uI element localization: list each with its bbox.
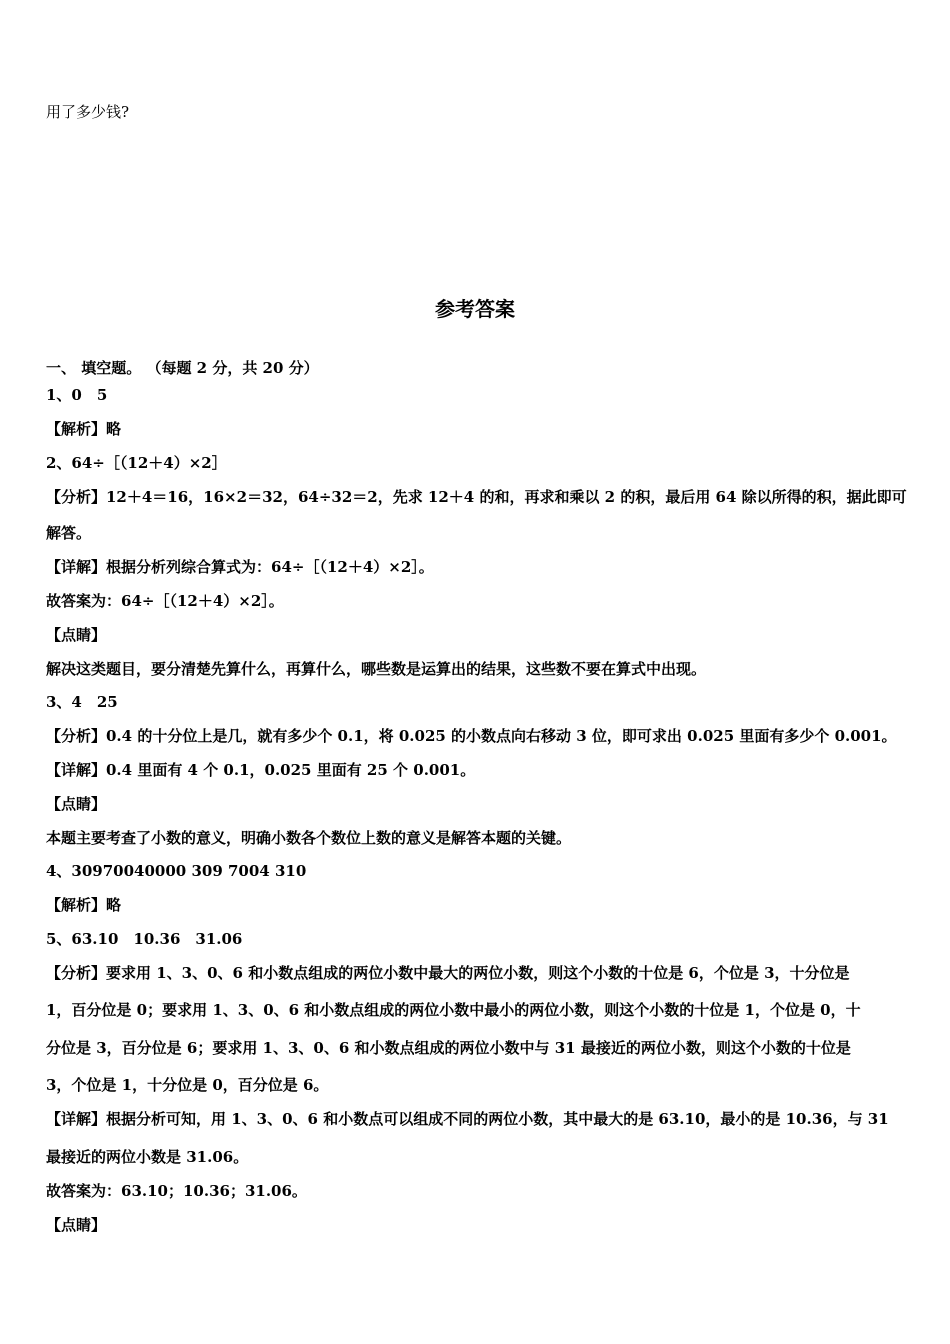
answer-line-6: 【详解】根据分析列综合算式为：64÷［（12＋4）×2］。 xyxy=(46,558,434,576)
answer-key-title: 参考答案 xyxy=(435,297,515,321)
answer-line-4: 【分析】12＋4＝16，16×2＝32，64÷32＝2，先求 12＋4 的和，再求和乘以 2 的积，最后用 64 除以所得的积，据此即可 xyxy=(46,488,907,506)
answer-line-13: 【点睛】 xyxy=(46,795,107,813)
answer-line-22: 【详解】根据分析可知，用 1、3、0、6 和小数点可以组成不同的两位小数，其中最大的是 63.10，最小的是 10.36，与 31 xyxy=(46,1110,889,1128)
answer-line-10: 3、4 25 xyxy=(46,693,118,711)
section-heading: 一、 填空题。 （每题 2 分，共 20 分） xyxy=(46,359,319,377)
answer-line-5: 解答。 xyxy=(46,524,92,542)
answer-line-17: 5、63.10 10.36 31.06 xyxy=(46,930,243,948)
carry-over-text: 用了多少钱? xyxy=(46,103,130,121)
answer-line-16: 【解析】略 xyxy=(46,896,122,914)
answer-line-14: 本题主要考查了小数的意义，明确小数各个数位上数的意义是解答本题的关键。 xyxy=(46,829,572,847)
answer-line-23: 最接近的两位小数是 31.06。 xyxy=(46,1148,249,1166)
answer-line-3: 2、64÷［（12＋4）×2］ xyxy=(46,454,227,472)
answer-line-7: 故答案为：64÷［（12＋4）×2］。 xyxy=(46,592,284,610)
answer-line-25: 【点睛】 xyxy=(46,1216,107,1234)
answer-line-15: 4、30970040000 309 7004 310 xyxy=(46,862,307,880)
answer-line-20: 分位是 3，百分位是 6；要求用 1、3、0、6 和小数点组成的两位小数中与 31 最接近的两位小数，则这个小数的十位是 xyxy=(46,1039,851,1057)
answer-line-9: 解决这类题目，要分清楚先算什么，再算什么，哪些数是运算出的结果，这些数不要在算式中出现。 xyxy=(46,660,707,678)
answer-line-24: 故答案为：63.10；10.36；31.06。 xyxy=(46,1182,307,1200)
answer-line-8: 【点睛】 xyxy=(46,626,107,644)
answer-line-2: 【解析】略 xyxy=(46,420,122,438)
answer-line-11: 【分析】0.4 的十分位上是几，就有多少个 0.1，将 0.025 的小数点向右移动 3 位，即可求出 0.025 里面有多少个 0.001。 xyxy=(46,727,897,745)
answer-line-19: 1，百分位是 0；要求用 1、3、0、6 和小数点组成的两位小数中最小的两位小数，则这个小数的十位是 1，个位是 0，十 xyxy=(46,1001,861,1019)
answer-line-12: 【详解】0.4 里面有 4 个 0.1，0.025 里面有 25 个 0.001。 xyxy=(46,761,476,779)
answer-line-21: 3，个位是 1，十分位是 0，百分位是 6。 xyxy=(46,1076,329,1094)
answer-line-18: 【分析】要求用 1、3、0、6 和小数点组成的两位小数中最大的两位小数，则这个小数的十位是 6，个位是 3，十分位是 xyxy=(46,964,850,982)
answer-line-1: 1、0 5 xyxy=(46,386,108,404)
